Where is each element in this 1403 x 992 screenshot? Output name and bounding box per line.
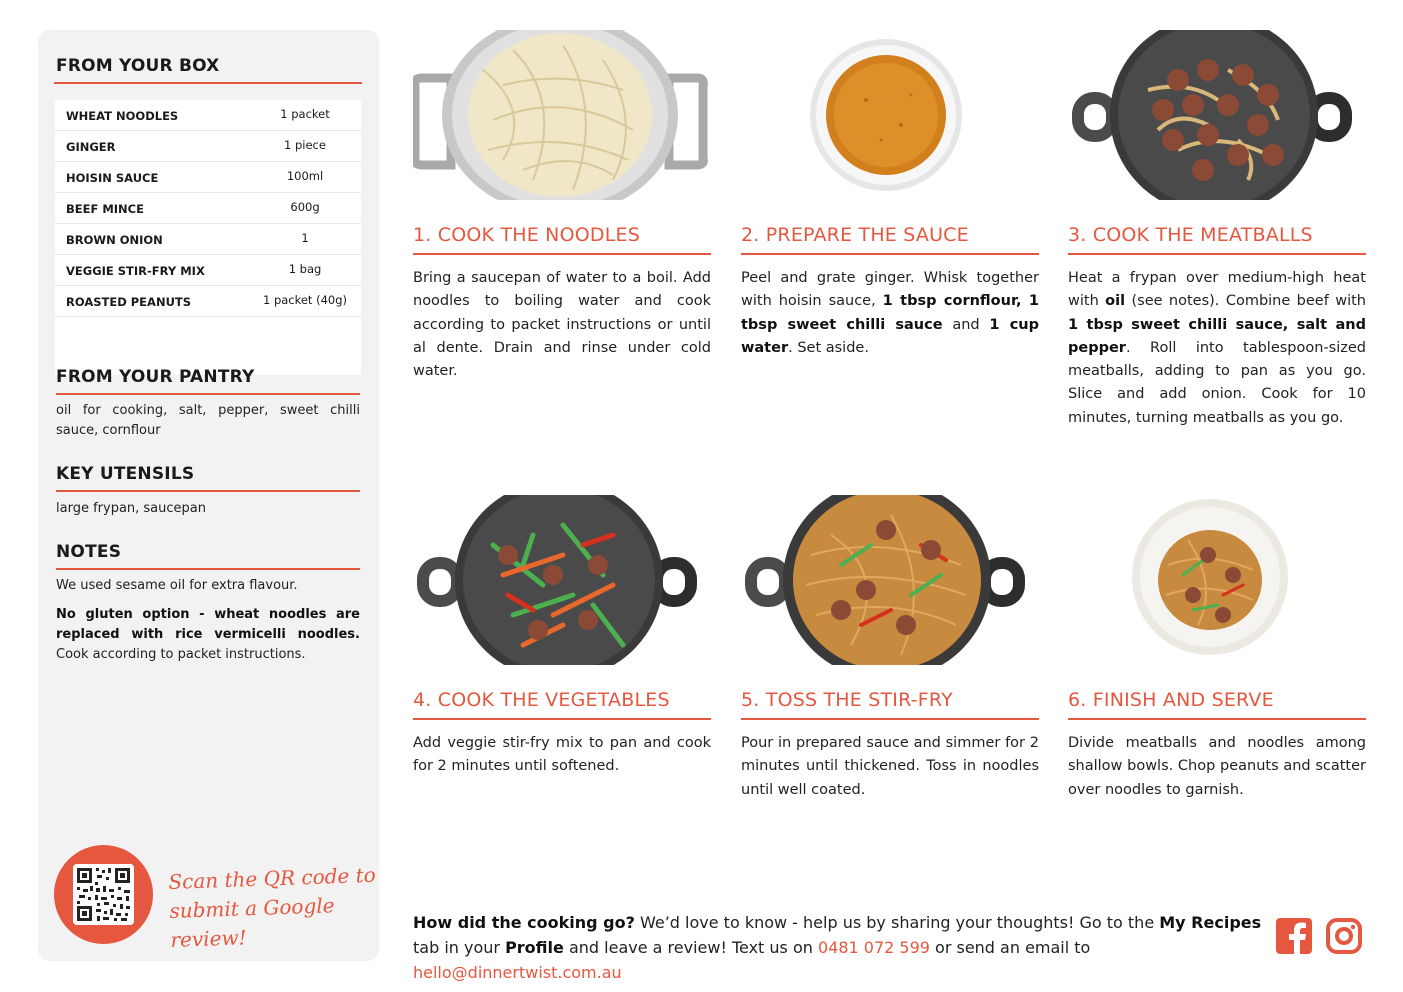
ingredient-row bbox=[55, 193, 361, 224]
qr-caption-line: Scan the QR code to bbox=[168, 862, 377, 894]
vegetables-photo bbox=[413, 495, 711, 665]
my-recipes-link[interactable]: My Recipes bbox=[1159, 913, 1262, 932]
notes-text: We used sesame oil for extra flavour. bbox=[56, 578, 298, 593]
step-text: Pour in prepared sauce and simmer for 2 minutes until thickened. Toss in noodles until well coated. bbox=[741, 735, 1039, 798]
ingredient-row bbox=[55, 162, 361, 193]
phone-link[interactable]: 0481 072 599 bbox=[817, 938, 930, 957]
serve-photo bbox=[1068, 495, 1366, 665]
divider bbox=[56, 393, 360, 395]
step-title: 5. TOSS THE STIR-FRY bbox=[741, 689, 953, 711]
ingredient-name: VEGGIE STIR-FRY MIX bbox=[66, 264, 205, 278]
step-text: Bring a saucepan of water to a boil. Add noodles to boiling water and cook according to packet instructions or until al dente. Drain and rinse under cold water. bbox=[413, 270, 711, 380]
ingredient-name: WHEAT NOODLES bbox=[66, 109, 179, 123]
sidebar bbox=[38, 30, 379, 961]
ingredient-name: HOISIN SAUCE bbox=[66, 171, 159, 185]
step-body bbox=[741, 732, 1039, 802]
ingredient-qty: 1 packet (40g) bbox=[262, 293, 348, 307]
ingredient-name: BROWN ONION bbox=[66, 233, 163, 247]
ingredient-name: GINGER bbox=[66, 140, 116, 154]
ingredient-name: ROASTED PEANUTS bbox=[66, 295, 192, 309]
feedback-question: How did the cooking go? bbox=[413, 913, 635, 932]
step-title: 6. FINISH AND SERVE bbox=[1068, 689, 1274, 711]
divider bbox=[413, 253, 711, 255]
key-utensils-heading: KEY UTENSILS bbox=[56, 464, 195, 484]
meatballs-photo bbox=[1068, 30, 1366, 200]
instagram-icon[interactable] bbox=[1326, 918, 1362, 954]
noodles-photo bbox=[413, 30, 711, 200]
step-text: . Roll into tablespoon-sized meatballs, adding to pan as you go. Slice and add onion. Cook for 10 minutes, turning meatballs as you go. bbox=[1068, 339, 1366, 426]
divider bbox=[741, 718, 1039, 720]
footer-text: tab in your bbox=[413, 938, 506, 957]
gluten-note-rest: Cook according to packet instructions. bbox=[56, 647, 306, 662]
divider bbox=[1068, 718, 1366, 720]
step-text: Divide meatballs and noodles among shallow bowls. Chop peanuts and scatter over noodles to garnish. bbox=[1068, 735, 1366, 798]
step-title: 4. COOK THE VEGETABLES bbox=[413, 689, 670, 711]
step-text: Peel and grate ginger. Whisk together with hoisin sauce, bbox=[741, 270, 1039, 310]
sauce-photo bbox=[741, 30, 1039, 200]
ingredients-table bbox=[55, 100, 361, 375]
divider bbox=[1068, 253, 1366, 255]
ingredient-qty: 100ml bbox=[286, 169, 324, 183]
from-your-pantry-heading: FROM YOUR PANTRY bbox=[56, 367, 255, 387]
feedback-footer bbox=[413, 910, 1263, 985]
ingredient-row bbox=[55, 131, 361, 162]
step-body bbox=[1068, 732, 1366, 802]
step-text: Heat a frypan over medium-high heat with bbox=[1068, 270, 1366, 310]
step-title: 1. COOK THE NOODLES bbox=[413, 224, 640, 246]
step-body bbox=[741, 267, 1039, 360]
step-text-bold: 1 tbsp sweet chilli sauce, salt and pepper bbox=[1068, 316, 1366, 356]
qr-caption bbox=[168, 861, 382, 955]
step-text: (see notes). Combine beef with bbox=[1125, 293, 1367, 310]
footer-text: or send an email to bbox=[929, 938, 1091, 957]
ingredient-row bbox=[55, 286, 361, 317]
step-title: 2. PREPARE THE SAUCE bbox=[741, 224, 969, 246]
footer-text: We’d love to know - help us by sharing your thoughts! Go to the bbox=[634, 913, 1160, 932]
divider bbox=[56, 568, 360, 570]
from-your-box-heading: FROM YOUR BOX bbox=[56, 56, 220, 76]
ingredient-qty: 1 bbox=[301, 231, 309, 245]
step-title: 3. COOK THE MEATBALLS bbox=[1068, 224, 1313, 246]
utensils-list: large frypan, saucepan bbox=[56, 501, 206, 516]
step-text: and bbox=[942, 316, 990, 333]
qr-caption-line: submit a Google review! bbox=[169, 893, 335, 952]
step-text: Add veggie stir-fry mix to pan and cook for 2 minutes until softened. bbox=[413, 735, 711, 775]
step-body bbox=[413, 732, 711, 779]
gluten-note bbox=[56, 605, 360, 665]
email-link[interactable]: hello@dinnertwist.com.au bbox=[413, 963, 622, 982]
footer-text: and leave a review! Text us on bbox=[563, 938, 818, 957]
ingredient-qty: 600g bbox=[290, 200, 320, 214]
stir-fry-photo bbox=[741, 495, 1039, 665]
step-body bbox=[413, 267, 711, 383]
step-body bbox=[1068, 267, 1366, 430]
gluten-note-bold: No gluten option - wheat noodles are replaced with rice vermicelli noodles. bbox=[56, 607, 360, 642]
ingredient-row bbox=[55, 255, 361, 286]
ingredient-qty: 1 bag bbox=[288, 262, 322, 276]
divider bbox=[741, 253, 1039, 255]
step-text-bold: 1 tbsp cornflour, 1 tbsp sweet chilli sauce bbox=[741, 293, 1039, 333]
ingredient-row bbox=[55, 100, 361, 131]
divider bbox=[56, 490, 360, 492]
step-text: . Set aside. bbox=[788, 339, 869, 356]
notes-heading: NOTES bbox=[56, 542, 122, 562]
profile-link[interactable]: Profile bbox=[505, 938, 564, 957]
step-text-bold: 1 cup water bbox=[741, 316, 1040, 356]
qr-code-icon[interactable] bbox=[73, 864, 134, 925]
pantry-list: oil for cooking, salt, pepper, sweet chilli sauce, cornflour bbox=[56, 403, 360, 438]
step-text-bold: oil bbox=[1105, 293, 1126, 310]
qr-badge[interactable] bbox=[54, 845, 153, 944]
facebook-icon[interactable] bbox=[1276, 918, 1312, 954]
ingredient-qty: 1 piece bbox=[284, 138, 326, 152]
ingredient-row bbox=[55, 224, 361, 255]
divider bbox=[54, 82, 362, 84]
divider bbox=[413, 718, 711, 720]
ingredient-qty: 1 packet bbox=[280, 107, 330, 121]
ingredient-name: BEEF MINCE bbox=[66, 202, 144, 216]
